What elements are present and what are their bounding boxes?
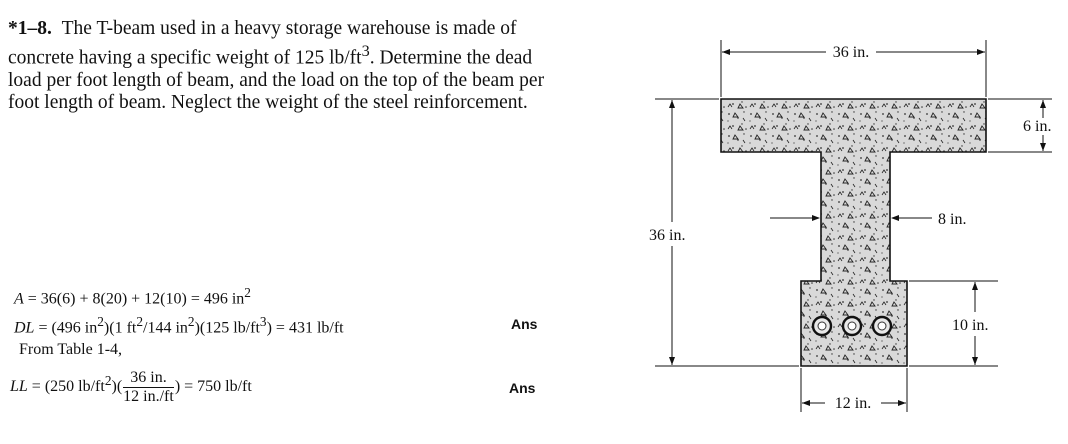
ll-frac-bot: 12 in./ft bbox=[123, 388, 174, 405]
rebar-icon-2 bbox=[843, 317, 861, 335]
area-rhs: = 36(6) + 8(20) + 12(10) = 496 in bbox=[23, 290, 245, 308]
dim-total-depth: 36 in. bbox=[649, 227, 686, 244]
problem-text-1: The T-beam used in a heavy storage warehouse is made of concrete having a specific weight of 125 lb/ft bbox=[8, 18, 517, 69]
rebar-icon-1 bbox=[813, 317, 831, 335]
ll-sup: 2 bbox=[104, 372, 112, 388]
dim-flange-depth: 6 in. bbox=[1023, 118, 1052, 135]
dl-sup-4: 3 bbox=[259, 314, 267, 329]
dl-lhs: DL bbox=[14, 319, 35, 337]
problem-text-2: . Determine the dead load per foot length of beam, and the load on the top of the beam per foot length of beam. Neglect the weight of the steel reinforcement. bbox=[8, 47, 545, 113]
dim-bulb-width: 12 in. bbox=[834, 395, 872, 412]
problem-sup: 3 bbox=[361, 42, 370, 60]
area-lhs: A bbox=[14, 290, 24, 308]
dl-part-4: )(125 lb/ft bbox=[194, 319, 260, 337]
dim-top-width: 36 in. bbox=[832, 44, 870, 61]
rebar-icon-3 bbox=[873, 317, 891, 335]
ll-part-1: = (250 lb/ft bbox=[27, 378, 105, 396]
dl-part-3: /144 in bbox=[143, 319, 188, 337]
problem-number: *1–8. bbox=[8, 18, 52, 39]
ll-ans-label: Ans bbox=[509, 380, 536, 396]
ll-part-2: )( bbox=[111, 378, 123, 396]
dl-sup-3: 2 bbox=[187, 314, 195, 329]
ll-lhs: LL bbox=[10, 378, 28, 396]
table-reference: From Table 1-4, bbox=[19, 341, 123, 358]
dl-part-2: )(1 ft bbox=[103, 319, 137, 337]
ll-frac-top: 36 in. bbox=[123, 369, 174, 388]
dl-part-1: = (496 in bbox=[34, 319, 98, 337]
dl-ans-label: Ans bbox=[511, 316, 538, 332]
dim-bulb-depth: 10 in. bbox=[952, 317, 989, 334]
ll-part-3: ) = 750 lb/ft bbox=[174, 378, 252, 396]
dl-part-5: ) = 431 lb/ft bbox=[266, 319, 344, 337]
dl-sup-1: 2 bbox=[97, 314, 104, 329]
dim-web-width: 8 in. bbox=[938, 211, 967, 228]
area-sup: 2 bbox=[244, 285, 251, 300]
dl-sup-2: 2 bbox=[136, 314, 144, 329]
